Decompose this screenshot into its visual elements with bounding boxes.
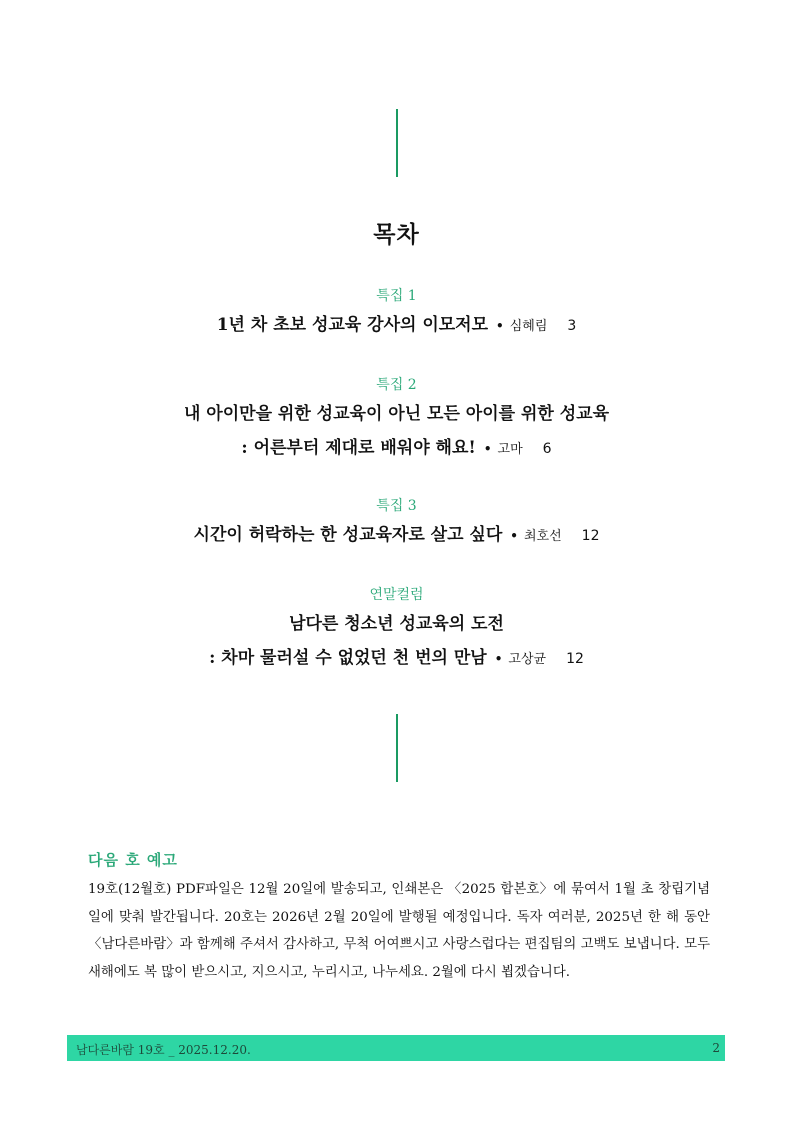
toc-section-feature-3 xyxy=(0,497,793,560)
footer-publication-info: 남다른바람 19호 _ 2025.12.20. xyxy=(76,1043,251,1057)
toc-entry[interactable] xyxy=(0,437,793,461)
bullet-separator: • xyxy=(483,442,492,456)
author-name: 고마 xyxy=(497,442,523,457)
bottom-divider-line xyxy=(396,714,398,782)
toc-entry-title-line[interactable] xyxy=(0,613,793,635)
next-issue-paragraph: 19호(12월호) PDF파일은 12월 20일에 발송되고, 인쇄본은 〈2025 합본호〉에 묶여서 1월 초 창립기념일에 맞춰 발간됩니다. 20호는 2026년 2월 20일에 발행될 예정입니다. 독자 여러분, 2025년 한 해 동안 〈남다른바람〉과 함께해 주셔서 감사하고, 무척 어여쁘시고 사랑스럽다는 편집팀의 고백도 보냅니다. 모두 새해에도 복 많이 받으시고, 지으시고, 누리시고, 나누세요. 2월에 다시 뵙겠습니다. xyxy=(88,882,710,980)
page-number: 6 xyxy=(542,441,552,457)
section-label: 특집 3 xyxy=(376,498,417,514)
toc-entry[interactable] xyxy=(0,524,793,548)
page-number: 12 xyxy=(566,651,584,667)
article-subtitle: : 차마 물러설 수 없었던 천 번의 만남 xyxy=(209,648,487,668)
next-issue-heading: 다음 호 예고 xyxy=(88,851,178,869)
toc-entry[interactable] xyxy=(0,314,793,338)
article-subtitle: : 어른부터 제대로 배워야 해요! xyxy=(241,438,476,458)
bullet-separator: • xyxy=(494,652,503,666)
toc-section-year-end-column xyxy=(0,586,793,683)
toc-section-feature-2 xyxy=(0,376,793,473)
page-title: 목차 xyxy=(373,222,420,248)
footer-page-number: 2 xyxy=(712,1041,720,1055)
top-divider-line xyxy=(396,109,398,177)
article-title: 내 아이만을 위한 성교육이 아닌 모든 아이를 위한 성교육 xyxy=(183,404,610,424)
article-title: 1년 차 초보 성교육 강사의 이모저모 xyxy=(216,315,489,335)
article-title: 남다른 청소년 성교육의 도전 xyxy=(289,614,504,634)
page-number: 3 xyxy=(567,318,577,334)
section-label: 연말컬럼 xyxy=(369,587,424,603)
bullet-separator: • xyxy=(496,319,504,333)
toc-entry-title-line[interactable] xyxy=(0,403,793,425)
author-name: 심혜림 xyxy=(509,319,548,334)
section-label: 특집 1 xyxy=(376,288,417,304)
author-name: 고상균 xyxy=(508,652,547,667)
toc-entry[interactable] xyxy=(0,647,793,671)
page-number: 12 xyxy=(581,528,600,544)
section-label: 특집 2 xyxy=(376,377,417,393)
toc-section-feature-1 xyxy=(0,287,793,350)
bullet-separator: • xyxy=(510,529,518,543)
author-name: 최호선 xyxy=(523,529,562,544)
page-footer-bar xyxy=(67,1035,725,1061)
article-title: 시간이 허락하는 한 성교육자로 살고 싶다 xyxy=(193,525,503,545)
